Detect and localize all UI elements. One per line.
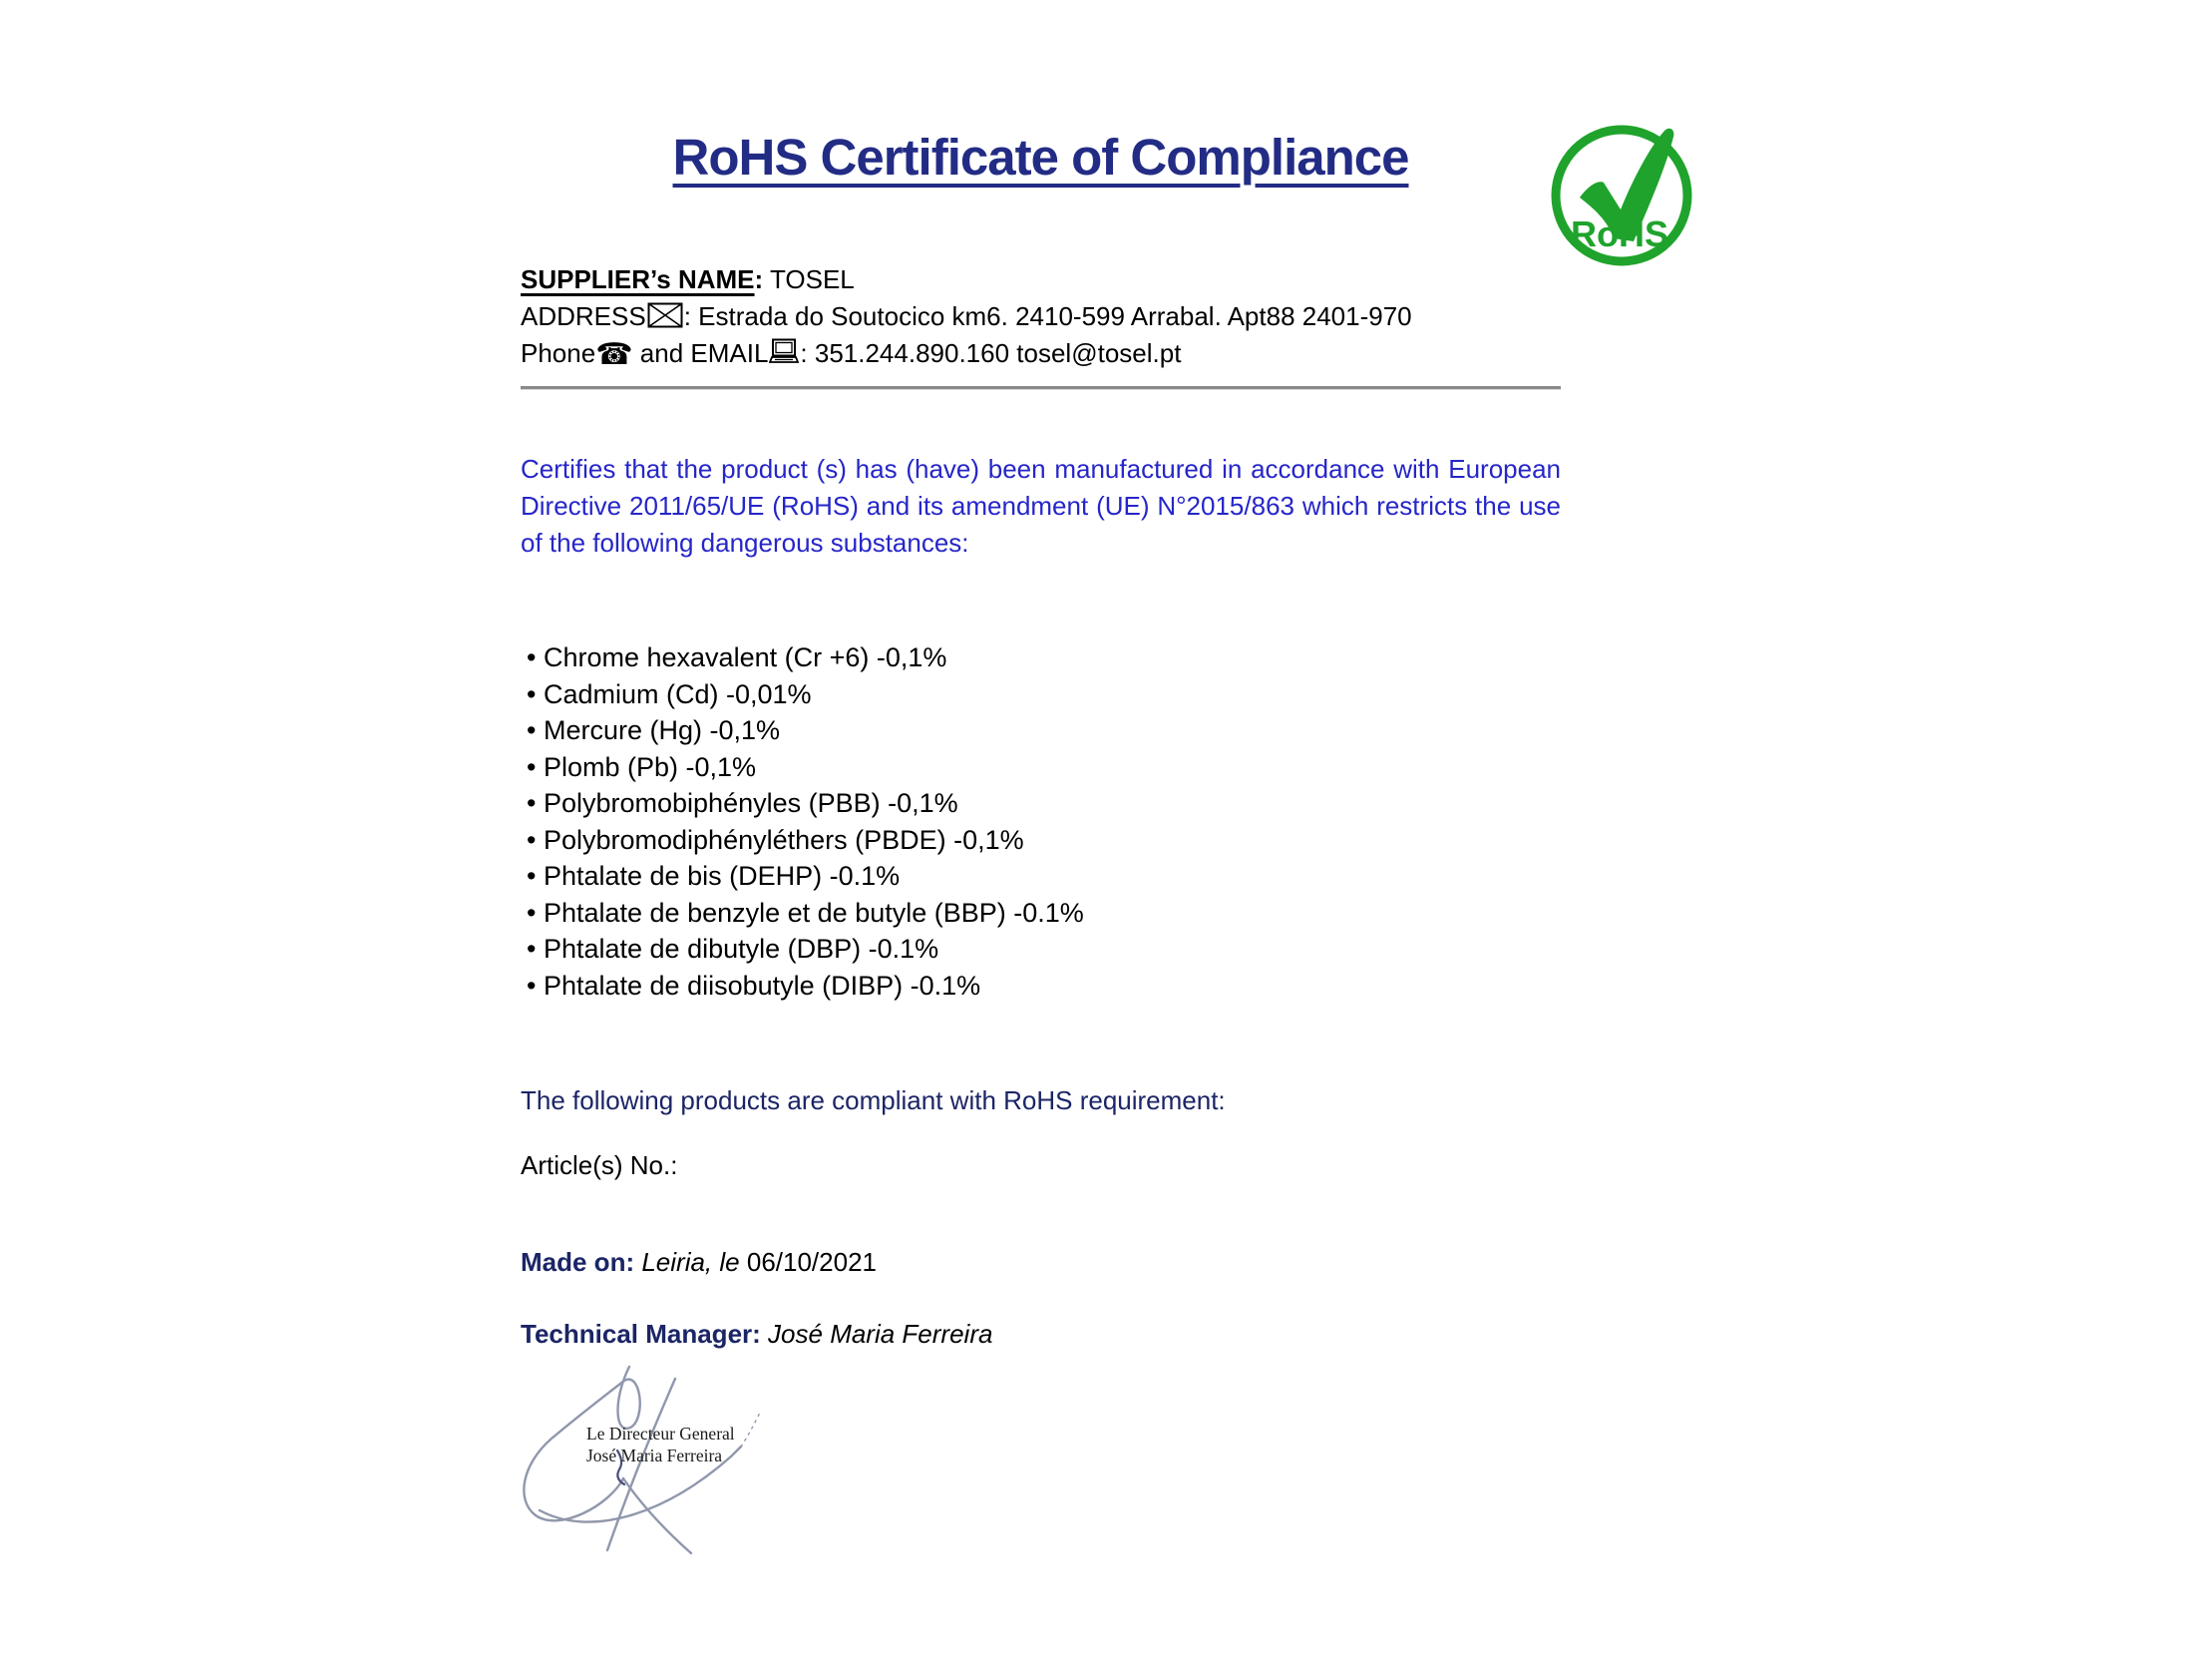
contact-value: : 351.244.890.160 tosel@tosel.pt <box>800 338 1182 368</box>
phone-icon: ☎ <box>595 338 633 371</box>
substance-item: • Cadmium (Cd) -0,01% <box>527 676 1567 713</box>
technical-manager-line <box>521 1319 992 1350</box>
certify-paragraph: Certifies that the product (s) has (have) been manufactured in accordance with European Directive 2011/65/UE (RoHS) and its amendment (UE) N°2015/863 which restricts the use of the following dangerous substances: <box>521 454 1561 558</box>
technical-manager-name: José Maria Ferreira <box>768 1319 993 1349</box>
divider-rule <box>521 386 1561 390</box>
rohs-logo-label: RoHS <box>1571 213 1668 254</box>
made-on-date: 06/10/2021 <box>746 1247 877 1277</box>
address-label: ADDRESS <box>521 301 646 331</box>
supplier-name-colon: : <box>754 264 764 294</box>
compliance-line: The following products are compliant with RoHS requirement: <box>521 1085 1226 1115</box>
made-on-line <box>521 1247 877 1278</box>
made-on-place: Leiria, le <box>641 1247 740 1277</box>
rohs-logo <box>1548 120 1703 279</box>
substance-item: • Mercure (Hg) -0,1% <box>527 712 1567 749</box>
supplier-address-line <box>521 298 1618 335</box>
title-container <box>521 128 1561 187</box>
substance-item: • Phtalate de bis (DEHP) -0.1% <box>527 858 1567 895</box>
supplier-name-value: TOSEL <box>769 264 855 294</box>
computer-icon <box>769 338 799 365</box>
page-title: RoHS Certificate of Compliance <box>672 129 1409 186</box>
address-value: : Estrada do Soutocico km6. 2410-599 Arrabal. Apt88 2401-970 <box>683 301 1412 331</box>
substance-item: • Plomb (Pb) -0,1% <box>527 749 1567 786</box>
supplier-block <box>521 261 1618 372</box>
signature-text-block <box>586 1423 735 1466</box>
signature-title: Le Directeur General <box>586 1424 735 1444</box>
signature-name: José Maria Ferreira <box>586 1446 723 1465</box>
substance-item: • Phtalate de diisobutyle (DIBP) -0.1% <box>527 968 1567 1005</box>
substance-item: • Polybromobiphényles (PBB) -0,1% <box>527 785 1567 822</box>
substance-item: • Phtalate de dibutyle (DBP) -0.1% <box>527 931 1567 968</box>
and-email-label: and EMAIL <box>632 338 769 368</box>
envelope-icon <box>647 302 683 328</box>
supplier-name-line <box>521 261 1618 298</box>
substances-list <box>527 639 1567 1004</box>
substance-item: • Phtalate de benzyle et de butyle (BBP) -0.1% <box>527 895 1567 932</box>
supplier-name-label: SUPPLIER’s NAME <box>521 264 755 294</box>
substance-item: • Polybromodiphényléthers (PBDE) -0,1% <box>527 822 1567 859</box>
technical-manager-label: Technical Manager: <box>521 1319 761 1349</box>
supplier-contact-line <box>521 335 1618 372</box>
article-line: Article(s) No.: <box>521 1150 678 1180</box>
substance-item: • Chrome hexavalent (Cr +6) -0,1% <box>527 639 1567 676</box>
phone-label: Phone <box>521 338 596 368</box>
made-on-label: Made on: <box>521 1247 635 1277</box>
